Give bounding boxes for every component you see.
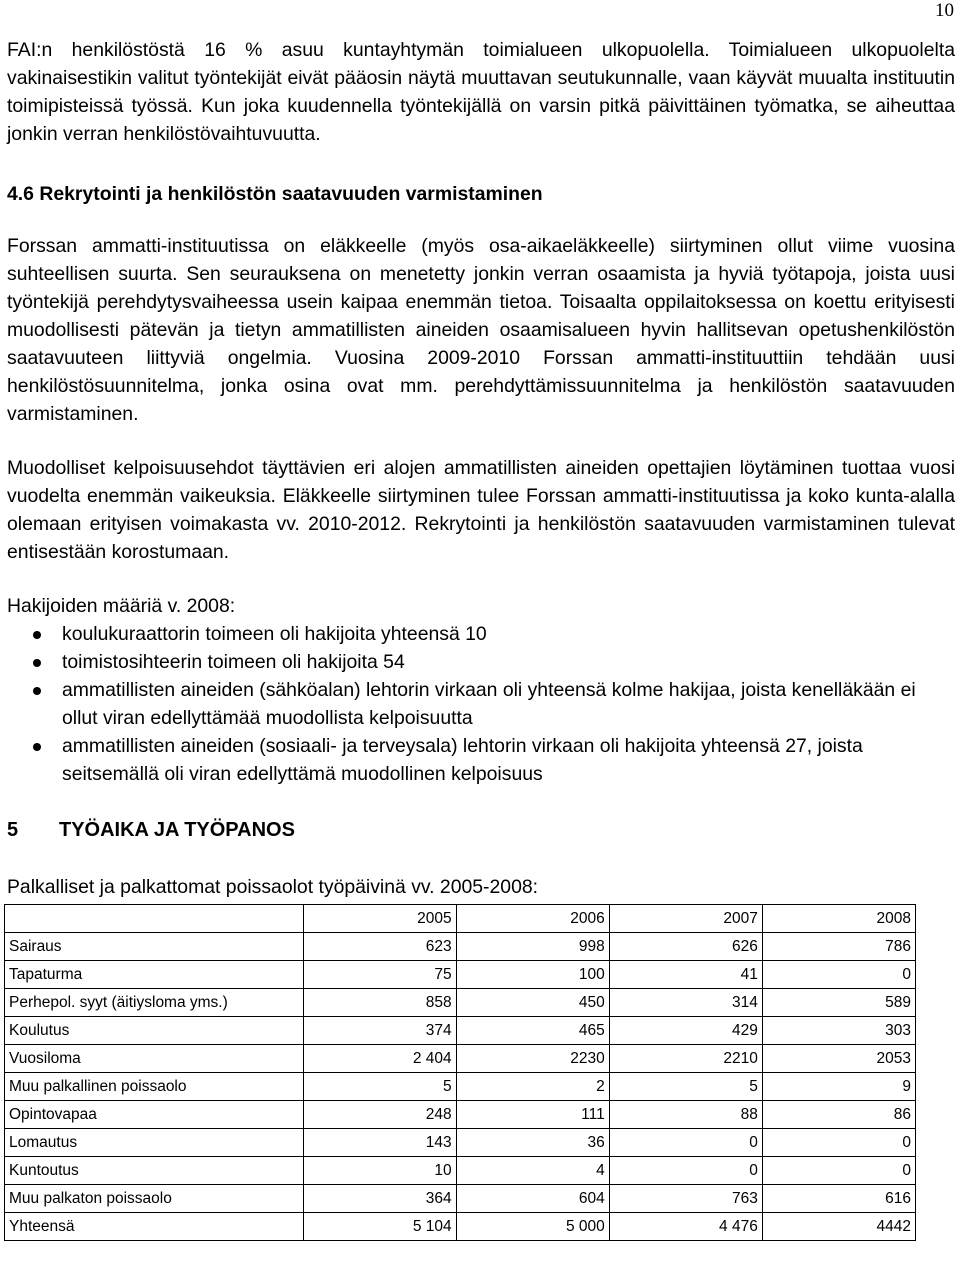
paragraph-commuting: FAI:n henkilöstöstä 16 % asuu kuntayhtymän toimialueen ulkopuolella. Toimialueen ulkopuolelta vakinaisestikin valitut työntekijät eivät pääosin näytä muuttavan seutukunnalle, vaan käyvät muualta instituutin toimipisteissä työssä. Kun joka kuudennella työntekijällä on varsin pitkä päivittäinen työmatka, se aiheuttaa jonkin verran henkilöstövaihtuvuutta.: [7, 39, 955, 145]
value-cell: 626: [609, 933, 762, 961]
bullet-icon: [33, 687, 41, 695]
value-cell: 858: [303, 989, 456, 1017]
value-cell: 5 104: [303, 1213, 456, 1241]
applicants-list: [7, 620, 955, 788]
list-item: [7, 676, 955, 732]
value-cell: 429: [609, 1017, 762, 1045]
table-row: [5, 1073, 916, 1101]
section-number: 4.6: [7, 183, 34, 205]
table-row: [5, 1157, 916, 1185]
table-row: [5, 961, 916, 989]
value-cell: 88: [609, 1101, 762, 1129]
value-cell: 4442: [762, 1213, 915, 1241]
list-item-text: koulukuraattorin toimeen oli hakijoita yhteensä 10: [62, 623, 487, 645]
list-item-text: ammatillisten aineiden (sosiaali- ja terveysala) lehtorin virkaan oli hakijoita yhteensä 27, joista seitsemällä oli viran edellyttämä muodollinen kelpoisuus: [62, 735, 863, 785]
document-body: [7, 36, 955, 1241]
value-cell: 10: [303, 1157, 456, 1185]
row-label-cell: Muu palkaton poissaolo: [5, 1185, 304, 1213]
value-cell: 36: [456, 1129, 609, 1157]
row-label-cell: Yhteensä: [5, 1213, 304, 1241]
value-cell: 86: [762, 1101, 915, 1129]
value-cell: 374: [303, 1017, 456, 1045]
value-cell: 111: [456, 1101, 609, 1129]
row-label-cell: Sairaus: [5, 933, 304, 961]
value-cell: 100: [456, 961, 609, 989]
row-label-cell: Kuntoutus: [5, 1157, 304, 1185]
table-row: [5, 1129, 916, 1157]
value-cell: 623: [303, 933, 456, 961]
absences-table: [4, 904, 916, 1241]
value-cell: 465: [456, 1017, 609, 1045]
list-item-text: ammatillisten aineiden (sähköalan) lehtorin virkaan oli yhteensä kolme hakijaa, joista kenelläkään ei ollut viran edellyttämää muodollista kelpoisuutta: [62, 679, 916, 729]
value-cell: 248: [303, 1101, 456, 1129]
row-label-cell: Opintovapaa: [5, 1101, 304, 1129]
value-cell: 0: [609, 1129, 762, 1157]
table-row: [5, 933, 916, 961]
table-header-row: [5, 905, 916, 933]
year-header-cell: 2005: [303, 905, 456, 933]
paragraph-applicants-intro: Hakijoiden määriä v. 2008:: [7, 595, 236, 617]
value-cell: 604: [456, 1185, 609, 1213]
year-header-cell: 2006: [456, 905, 609, 933]
value-cell: 2053: [762, 1045, 915, 1073]
table-corner-cell: [5, 905, 304, 933]
section-title: TYÖAIKA JA TYÖPANOS: [59, 819, 295, 841]
value-cell: 303: [762, 1017, 915, 1045]
table-row: [5, 1045, 916, 1073]
value-cell: 0: [609, 1157, 762, 1185]
value-cell: 786: [762, 933, 915, 961]
value-cell: 75: [303, 961, 456, 989]
table-row: [5, 989, 916, 1017]
section-number: 5: [7, 819, 19, 841]
table-row: [5, 1213, 916, 1241]
value-cell: 998: [456, 933, 609, 961]
row-label-cell: Lomautus: [5, 1129, 304, 1157]
value-cell: 2: [456, 1073, 609, 1101]
value-cell: 589: [762, 989, 915, 1017]
value-cell: 4: [456, 1157, 609, 1185]
value-cell: 5: [303, 1073, 456, 1101]
row-label-cell: Perhepol. syyt (äitiysloma yms.): [5, 989, 304, 1017]
value-cell: 2210: [609, 1045, 762, 1073]
value-cell: 5: [609, 1073, 762, 1101]
row-label-cell: Muu palkallinen poissaolo: [5, 1073, 304, 1101]
table-title: Palkalliset ja palkattomat poissaolot työpäivinä vv. 2005-2008:: [7, 876, 539, 898]
page-number: 10: [935, 0, 954, 21]
row-label-cell: Koulutus: [5, 1017, 304, 1045]
year-header-cell: 2007: [609, 905, 762, 933]
value-cell: 5 000: [456, 1213, 609, 1241]
paragraph-retirement: Forssan ammatti-instituutissa on eläkkeelle (myös osa-aikaeläkkeelle) siirtyminen ollut viime vuosina suhteellisen suurta. Sen seurauksena on menetetty jonkin verran osaamista ja hyviä työtapoja, joista uusi työntekijä perehdytysvaiheessa usein kaipaa enemmän tietoa. Toisaalta oppilaitoksessa on koettu erityisesti muodollisesti pätevän ja tietyn ammatillisten aineiden osaamisalueen hyvin hallitsevan opetushenkilöstön saatavuuteen liittyviä ongelmia. Vuosina 2009-2010 Forssan ammatti-instituuttiin tehdään uusi henkilöstösuunnitelma, jonka osina ovat mm. perehdyttämissuunnitelma ja henkilöstön saatavuuden varmistaminen.: [7, 235, 955, 425]
value-cell: 450: [456, 989, 609, 1017]
list-item: [7, 732, 955, 788]
row-label-cell: Vuosiloma: [5, 1045, 304, 1073]
table-row: [5, 1185, 916, 1213]
value-cell: 364: [303, 1185, 456, 1213]
value-cell: 41: [609, 961, 762, 989]
table-row: [5, 1017, 916, 1045]
value-cell: 143: [303, 1129, 456, 1157]
paragraph-qualifications: Muodolliset kelpoisuusehdot täyttävien eri alojen ammatillisten aineiden opettajien löytäminen tuottaa vuosi vuodelta enemmän vaikeuksia. Eläkkeelle siirtyminen tulee Forssan ammatti-instituutissa ja koko kunta-alalla olemaan erityisen voimakasta vv. 2010-2012. Rekrytointi ja henkilöstön saatavuuden varmistaminen tulevat entisestään korostumaan.: [7, 457, 955, 563]
table-row: [5, 1101, 916, 1129]
section-title: Rekrytointi ja henkilöstön saatavuuden varmistaminen: [39, 183, 543, 205]
list-item-text: toimistosihteerin toimeen oli hakijoita 54: [62, 651, 405, 673]
row-label-cell: Tapaturma: [5, 961, 304, 989]
bullet-icon: [33, 659, 41, 667]
section-heading-5: [7, 816, 955, 844]
list-item: [7, 620, 955, 648]
value-cell: 0: [762, 961, 915, 989]
value-cell: 0: [762, 1157, 915, 1185]
bullet-icon: [33, 631, 41, 639]
value-cell: 763: [609, 1185, 762, 1213]
value-cell: 616: [762, 1185, 915, 1213]
year-header-cell: 2008: [762, 905, 915, 933]
value-cell: 9: [762, 1073, 915, 1101]
value-cell: 2 404: [303, 1045, 456, 1073]
bullet-icon: [33, 743, 41, 751]
value-cell: 314: [609, 989, 762, 1017]
list-item: [7, 648, 955, 676]
value-cell: 2230: [456, 1045, 609, 1073]
value-cell: 4 476: [609, 1213, 762, 1241]
section-heading-4-6: [7, 180, 955, 208]
value-cell: 0: [762, 1129, 915, 1157]
